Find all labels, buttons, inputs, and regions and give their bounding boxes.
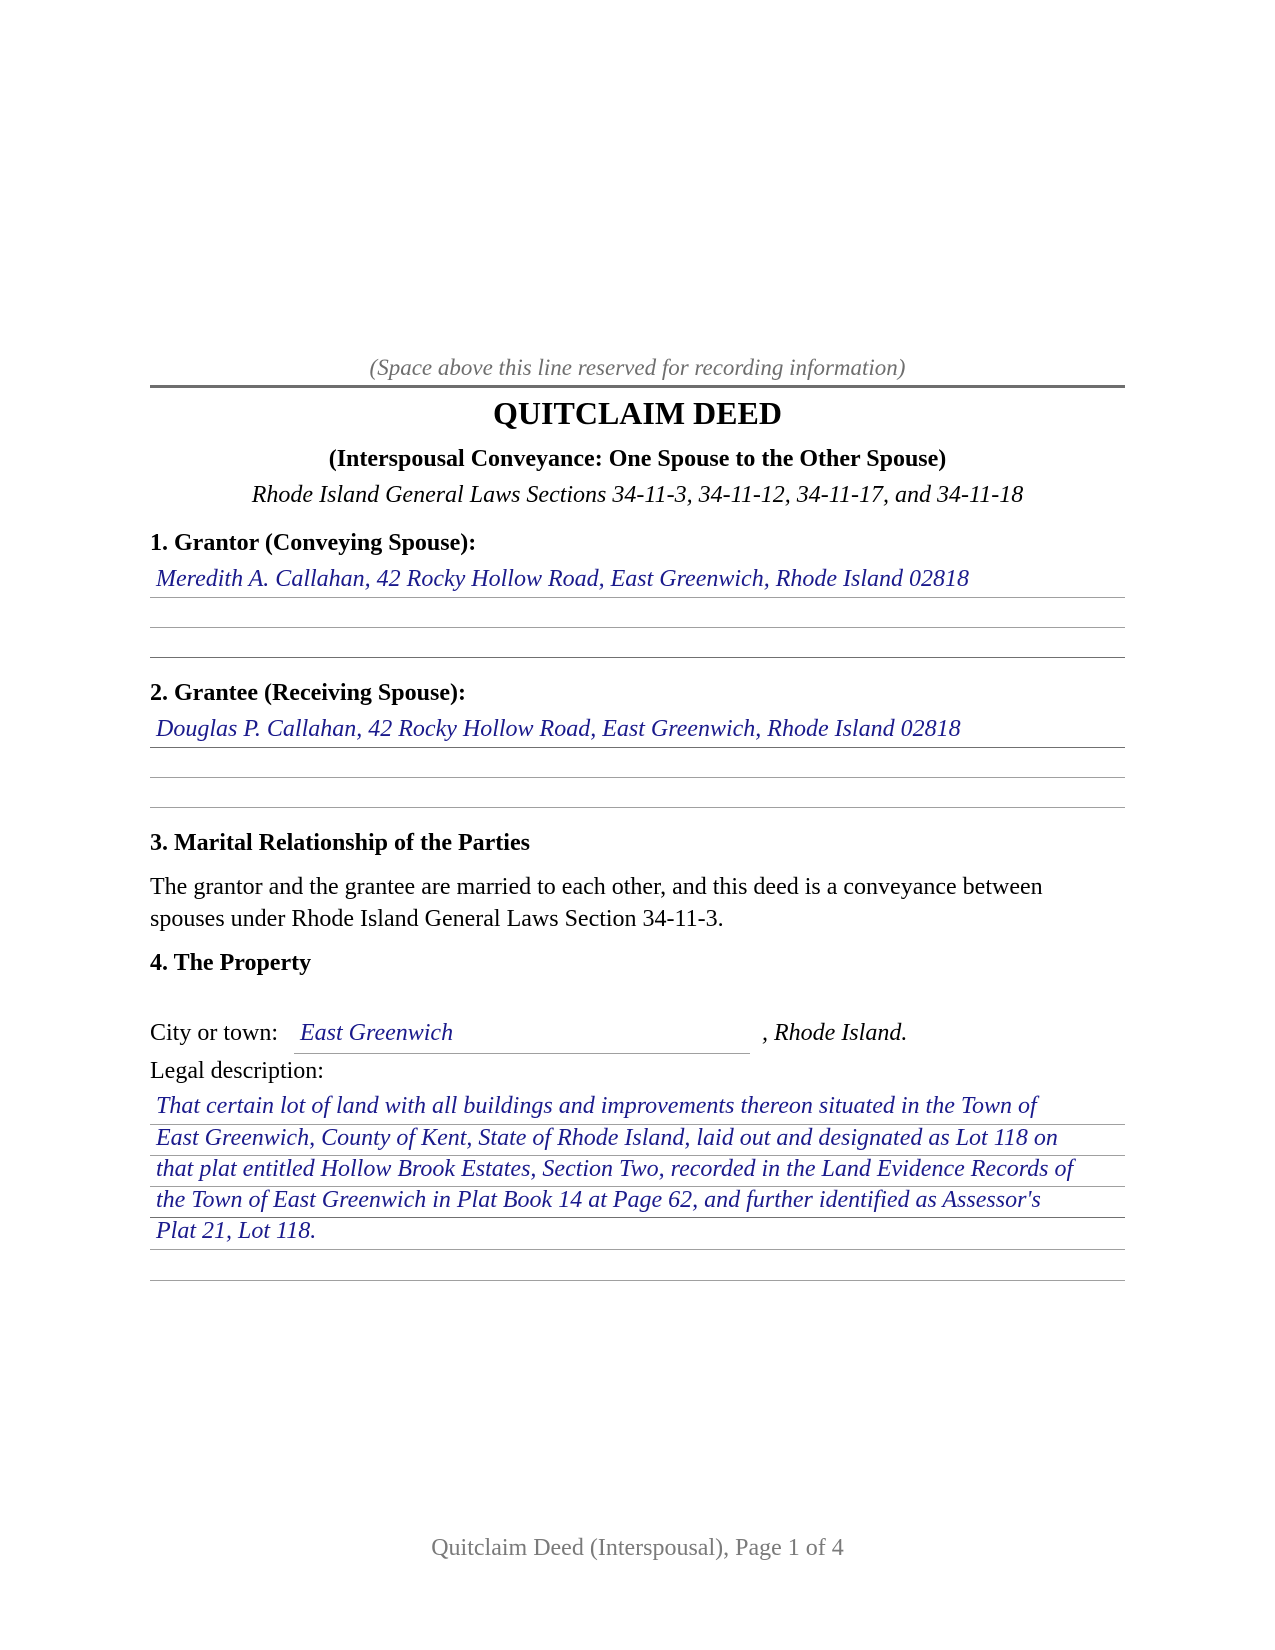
grantee-fill-line: [150, 807, 1125, 808]
statute-reference: Rhode Island General Laws Sections 34-11-3, 34-11-12, 34-11-17, and 34-11-18: [251, 482, 1024, 508]
grantor-field[interactable]: Meredith A. Callahan, 42 Rocky Hollow Road, East Greenwich, Rhode Island 02818: [156, 566, 969, 592]
deed-page: [150, 0, 1125, 1650]
legal-description-line[interactable]: Plat 21, Lot 118.: [156, 1218, 317, 1244]
grantee-heading: 2. Grantee (Receiving Spouse):: [150, 680, 466, 706]
city-suffix: , Rhode Island.: [762, 1020, 908, 1046]
document-subtitle: (Interspousal Conveyance: One Spouse to the Other Spouse): [328, 446, 947, 472]
legal-description-line[interactable]: East Greenwich, County of Kent, State of Rhode Island, laid out and designated as Lot 118 on: [156, 1125, 1058, 1151]
grantee-fill-line: [150, 747, 1125, 748]
grantee-field[interactable]: Douglas P. Callahan, 42 Rocky Hollow Road, East Greenwich, Rhode Island 02818: [156, 716, 961, 742]
grantee-fill-line: [150, 777, 1125, 778]
legal-fill-line: [150, 1280, 1125, 1281]
city-field[interactable]: East Greenwich: [300, 1020, 454, 1046]
legal-description-line[interactable]: That certain lot of land with all buildings and improvements thereon situated in the Town of: [156, 1093, 1037, 1119]
legal-fill-line: [150, 1249, 1125, 1250]
city-fill-line: [294, 1053, 750, 1054]
recording-divider: [150, 385, 1125, 388]
recording-note: (Space above this line reserved for recording information): [369, 355, 906, 380]
marital-heading: 3. Marital Relationship of the Parties: [150, 830, 530, 856]
marital-text-line: spouses under Rhode Island General Laws Section 34-11-3.: [150, 906, 724, 932]
grantor-fill-line: [150, 627, 1125, 628]
grantor-heading: 1. Grantor (Conveying Spouse):: [150, 530, 477, 556]
property-heading: 4. The Property: [150, 950, 312, 976]
legal-description-line[interactable]: that plat entitled Hollow Brook Estates, Section Two, recorded in the Land Evidence Records of: [156, 1156, 1074, 1182]
legal-description-label: Legal description:: [150, 1058, 324, 1084]
legal-description-line[interactable]: the Town of East Greenwich in Plat Book 14 at Page 62, and further identified as Assessor's: [156, 1187, 1041, 1213]
grantor-fill-line: [150, 657, 1125, 658]
grantor-fill-line: [150, 597, 1125, 598]
document-title: QUITCLAIM DEED: [493, 395, 782, 431]
city-label: City or town:: [150, 1020, 279, 1046]
marital-text-line: The grantor and the grantee are married to each other, and this deed is a conveyance between: [150, 874, 1043, 900]
page-footer: Quitclaim Deed (Interspousal), Page 1 of 4: [431, 1535, 844, 1561]
